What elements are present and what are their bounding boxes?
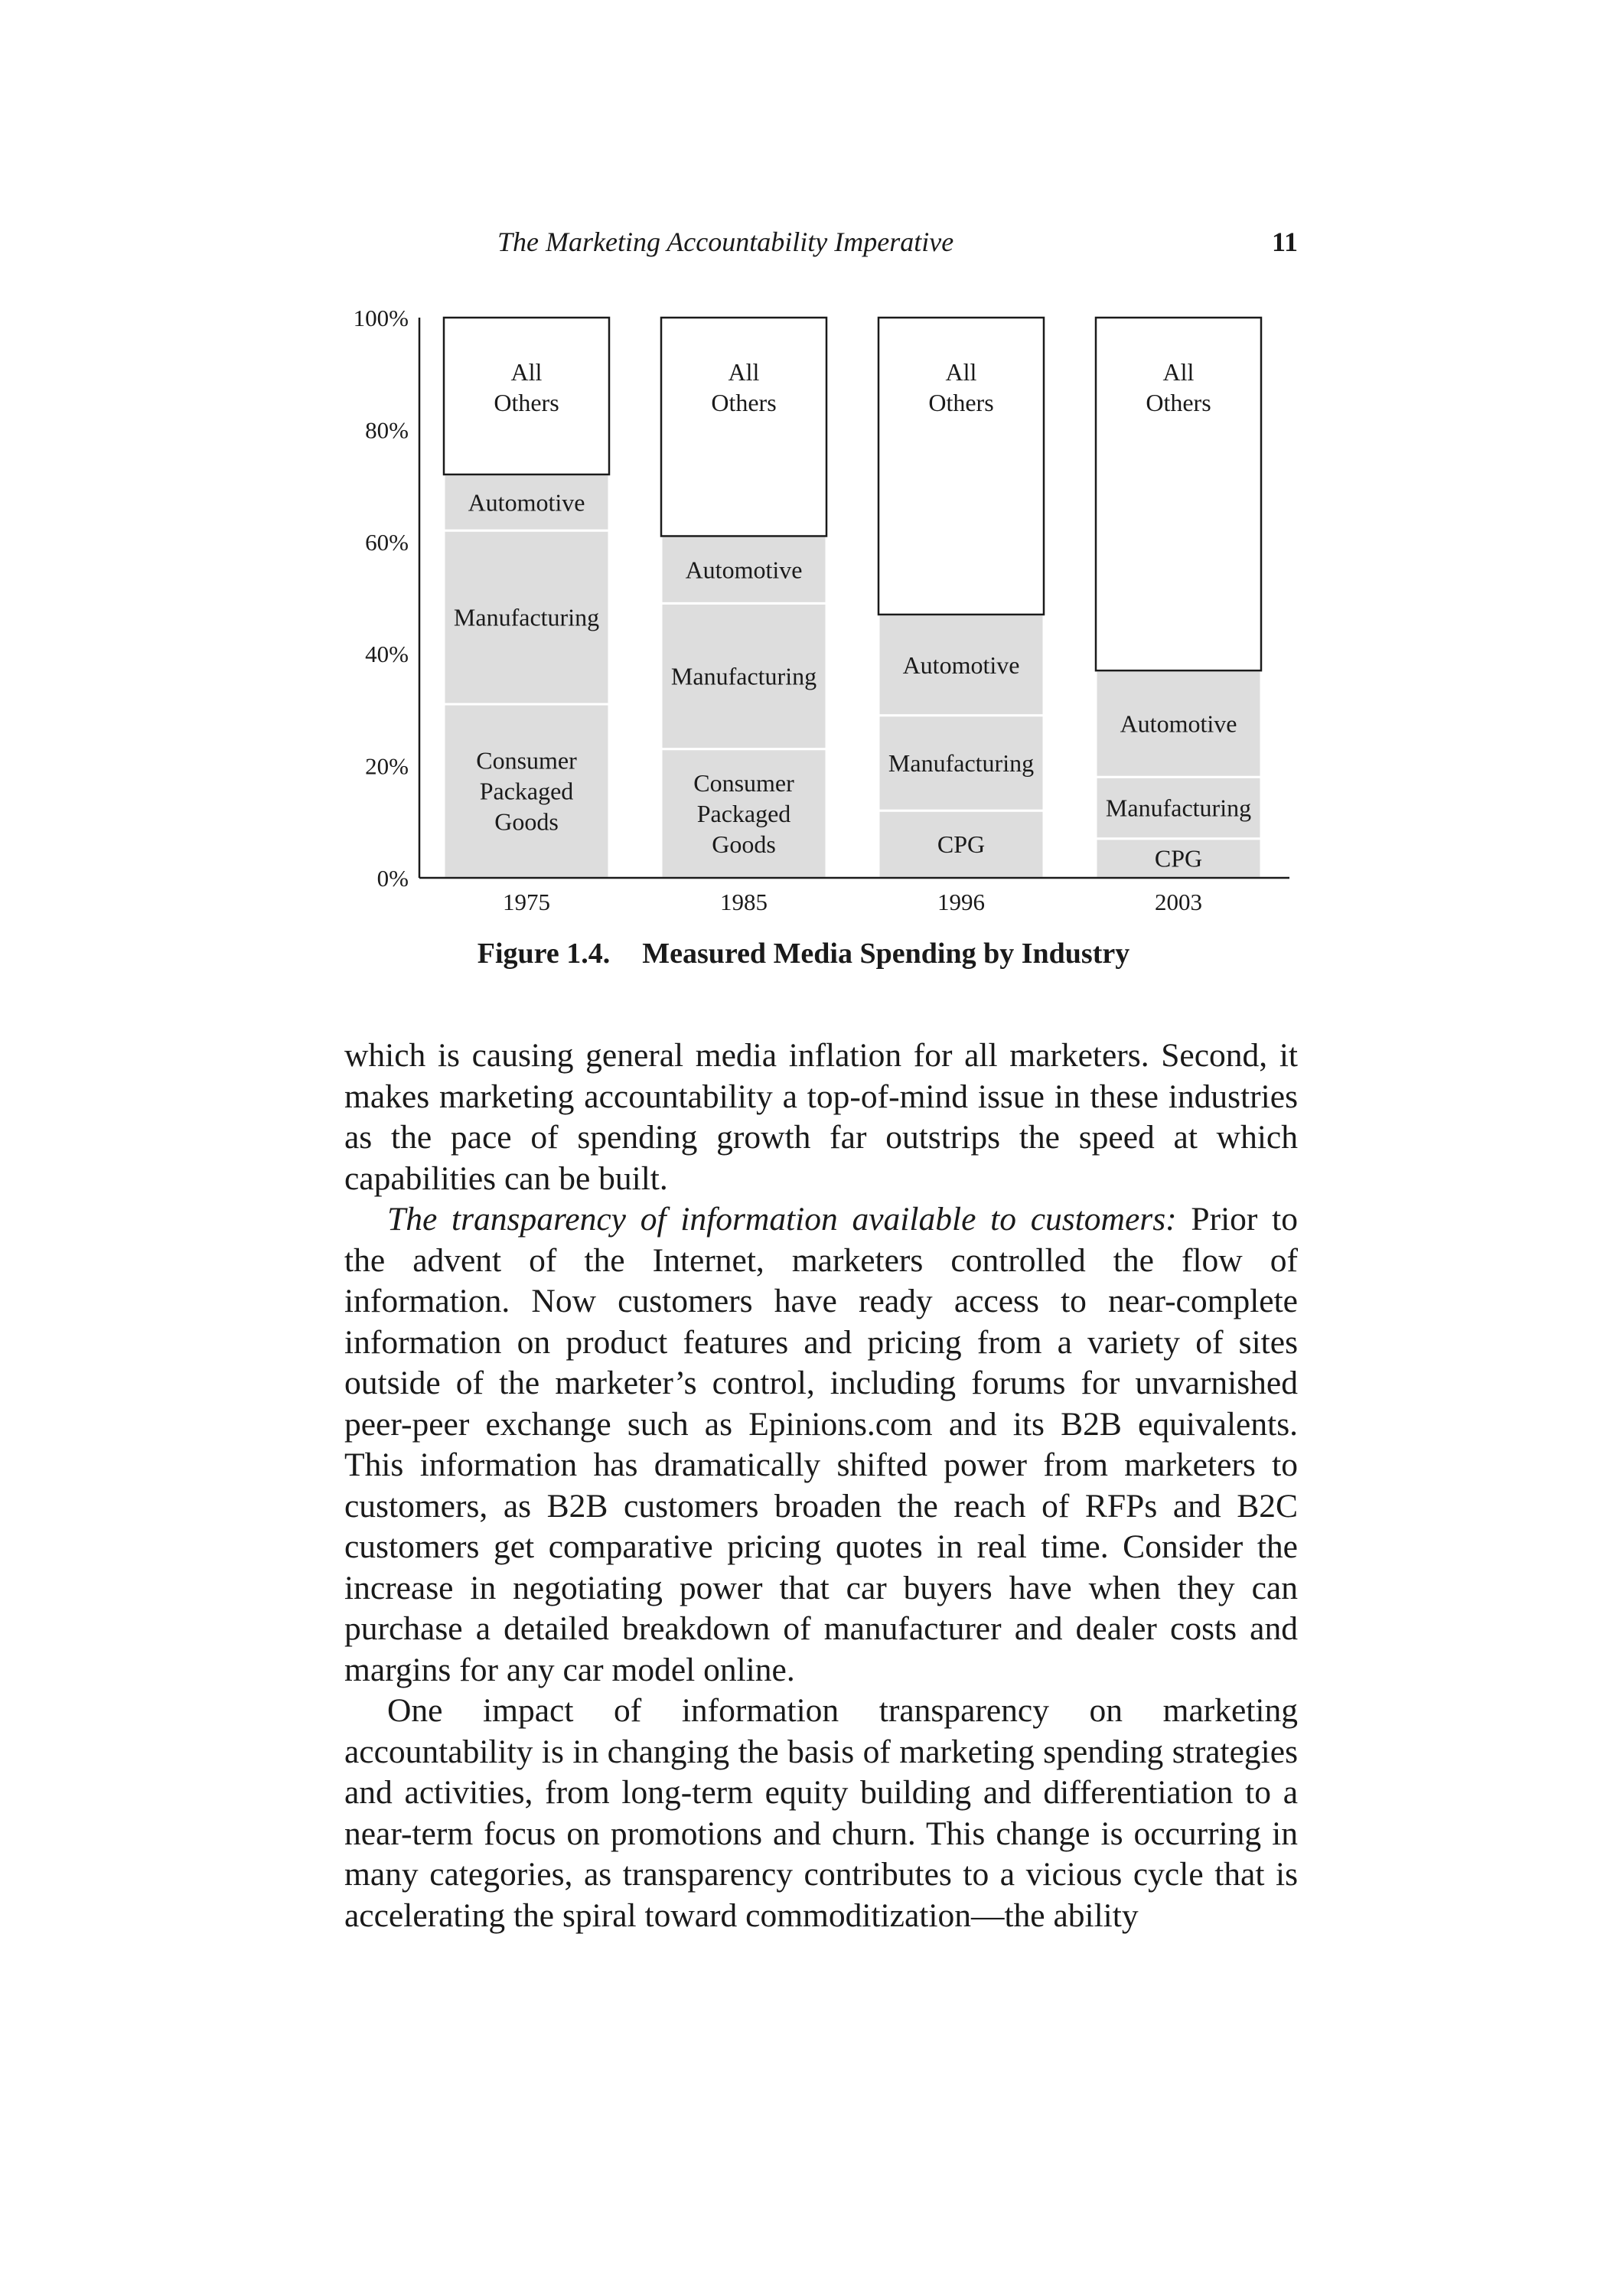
paragraph-3: One impact of information transparency on marketing accountability is in changing the basis of marketing spending strategies and activities, from long-term equity building and differentiation to a near-term focus on promotions and churn. This change is occurring in many categories, as transparency contributes to a vicious cycle that is accelerating the spiral toward commoditization—the ability bbox=[344, 1692, 1298, 1934]
segment-label: All Others bbox=[494, 358, 559, 416]
bar-segment-all-others-1985 bbox=[661, 318, 826, 536]
paragraph-2-lead-in: The transparency of information available to customers: bbox=[387, 1201, 1177, 1238]
x-tick-label: 1996 bbox=[937, 889, 985, 915]
x-tick-label: 1975 bbox=[503, 889, 550, 915]
y-tick-label: 0% bbox=[376, 865, 409, 892]
paragraph-2 bbox=[344, 1199, 1298, 1691]
segment-label: CPG bbox=[1154, 844, 1203, 872]
stacked-bar-chart bbox=[329, 295, 1301, 922]
body-text bbox=[344, 1035, 1298, 1936]
segment-label: All Others bbox=[1146, 358, 1211, 416]
y-tick-label: 100% bbox=[353, 305, 409, 331]
x-tick-label: 2003 bbox=[1155, 889, 1202, 915]
segment-label: Automotive bbox=[685, 556, 803, 584]
x-tick-label: 1985 bbox=[720, 889, 768, 915]
segment-label: All Others bbox=[928, 358, 994, 416]
y-axis bbox=[354, 305, 419, 892]
running-head bbox=[0, 219, 1607, 265]
bars bbox=[444, 318, 1261, 878]
figure-title: Measured Media Spending by Industry bbox=[642, 938, 1130, 970]
paragraph-2-text: Prior to the advent of the Internet, marketers controlled the flow of information. Now customers have ready access to near-complete information on product features and pricing from a variety of sites outside of the marketer’s control, including forums for unvarnished peer-peer exchange such as Epinions.com and its B2B equivalents. This information has dramatically shifted power from marketers to customers, as B2B customers broaden the reach of RFPs and B2C customers get comparative pricing quotes in real time. Consider the increase in negotiating power that car buyers have when they can purchase a detailed breakdown of manufacturer and dealer costs and margins for any car model online. bbox=[344, 1201, 1299, 1688]
y-tick-label: 80% bbox=[365, 416, 409, 444]
segment-label: Manufacturing bbox=[453, 603, 600, 631]
segment-label: Manufacturing bbox=[670, 662, 817, 690]
figure-number: Figure 1.4. bbox=[477, 938, 611, 970]
segment-label: Automotive bbox=[902, 651, 1020, 679]
paragraph-1: which is causing general media inflation for all marketers. Second, it makes marketing accountability a top-of-mind issue in these industries as the pace of spending growth far outstrips the speed at which capabilities can be built. bbox=[344, 1037, 1298, 1197]
y-tick-label: 40% bbox=[365, 641, 409, 668]
segment-label: Automotive bbox=[468, 488, 585, 517]
segment-label: Automotive bbox=[1120, 709, 1237, 738]
segment-label: CPG bbox=[937, 830, 986, 859]
y-tick-label: 60% bbox=[365, 528, 409, 556]
segment-label: Manufacturing bbox=[1105, 794, 1252, 822]
page-number: 11 bbox=[1271, 227, 1298, 257]
figure-caption bbox=[0, 932, 1607, 975]
y-tick-label: 20% bbox=[365, 752, 409, 780]
segment-label: Consumer Packaged Goods bbox=[693, 768, 794, 858]
segment-label: All Others bbox=[711, 358, 777, 416]
segment-label: Consumer Packaged Goods bbox=[476, 746, 577, 836]
segment-label: Manufacturing bbox=[888, 748, 1035, 777]
running-title: The Marketing Accountability Imperative bbox=[497, 227, 954, 257]
x-axis bbox=[419, 878, 1289, 915]
